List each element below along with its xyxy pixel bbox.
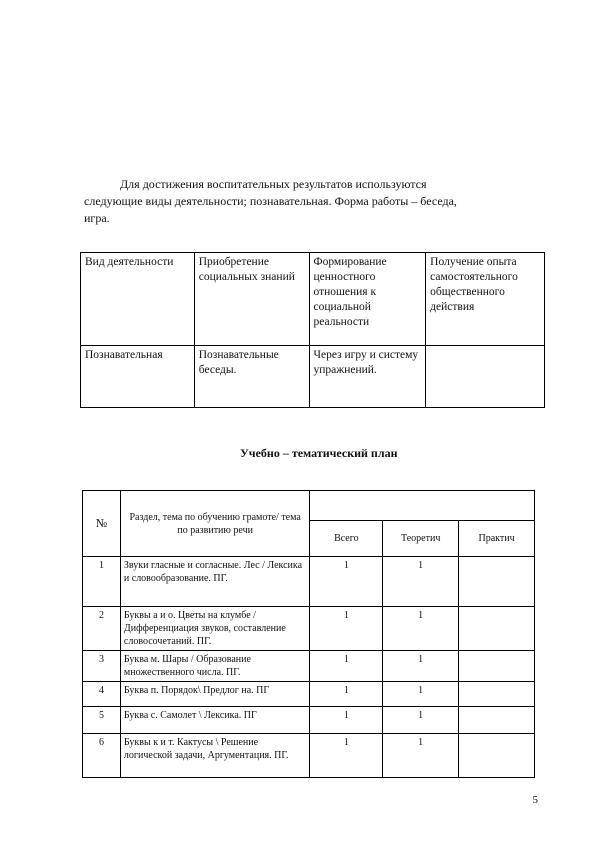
row-number: 6 (83, 734, 121, 778)
hours-header (310, 491, 535, 521)
plan-title: Учебно – тематический план (240, 446, 398, 460)
row-theory: 1 (383, 707, 459, 734)
activities-table (80, 252, 545, 408)
row-number: 5 (83, 707, 121, 734)
table-cell (426, 346, 545, 408)
theory-header: Теоретич (383, 521, 459, 557)
intro-paragraph (84, 176, 544, 227)
header-cell: Вид деятельности (81, 253, 195, 346)
row-topic: Буква с. Самолет \ Лексика. ПГ (120, 707, 310, 734)
row-theory: 1 (383, 682, 459, 707)
row-topic: Буквы к и т. Кактусы \ Решение логической задачи, Аргументация. ПГ. (120, 734, 310, 778)
row-total: 1 (310, 607, 383, 651)
intro-line-1: Для достижения воспитательных результатов используются (120, 177, 427, 191)
row-number: 3 (83, 651, 121, 682)
table-row (83, 607, 535, 651)
header-cell: Получение опыта самостоятельного общественного действия (426, 253, 545, 346)
row-total: 1 (310, 557, 383, 607)
table-cell: Познавательная (81, 346, 195, 408)
plan-table (82, 490, 535, 778)
num-header: № (83, 491, 121, 557)
row-practice (459, 707, 535, 734)
row-practice (459, 607, 535, 651)
table-row (83, 734, 535, 778)
table-row (83, 557, 535, 607)
row-theory: 1 (383, 734, 459, 778)
activities-header-row (81, 253, 545, 346)
row-total: 1 (310, 651, 383, 682)
total-header: Всего (310, 521, 383, 557)
row-practice (459, 682, 535, 707)
row-topic: Звуки гласные и согласные. Лес / Лексика и словообразование. ПГ. (120, 557, 310, 607)
row-number: 1 (83, 557, 121, 607)
activities-data-row (81, 346, 545, 408)
intro-line-3: игра. (84, 211, 110, 225)
row-topic: Буквы а и о. Цветы на клумбе / Дифференциация звуков, составление словосочетаний. ПГ. (120, 607, 310, 651)
table-row (83, 682, 535, 707)
row-theory: 1 (383, 557, 459, 607)
row-total: 1 (310, 682, 383, 707)
row-theory: 1 (383, 651, 459, 682)
intro-line-2: следующие виды деятельности; познавательная. Форма работы – беседа, (84, 194, 457, 208)
row-topic: Буква м. Шары / Образование множественного числа. ПГ. (120, 651, 310, 682)
plan-header-row (83, 491, 535, 521)
row-theory: 1 (383, 607, 459, 651)
row-number: 4 (83, 682, 121, 707)
page-number: 5 (532, 794, 538, 806)
row-practice (459, 557, 535, 607)
row-practice (459, 651, 535, 682)
row-total: 1 (310, 707, 383, 734)
topic-header: Раздел, тема по обучению грамоте/ тема по развитию речи (120, 491, 310, 557)
header-cell: Формирование ценностного отношения к социальной реальности (309, 253, 426, 346)
row-total: 1 (310, 734, 383, 778)
table-row (83, 651, 535, 682)
practice-header: Практич (459, 521, 535, 557)
table-cell: Через игру и систему упражнений. (309, 346, 426, 408)
row-topic: Буква п. Порядок\ Предлог на. ПГ (120, 682, 310, 707)
header-cell: Приобретение социальных знаний (194, 253, 309, 346)
table-cell: Познавательные беседы. (194, 346, 309, 408)
row-number: 2 (83, 607, 121, 651)
table-row (83, 707, 535, 734)
row-practice (459, 734, 535, 778)
